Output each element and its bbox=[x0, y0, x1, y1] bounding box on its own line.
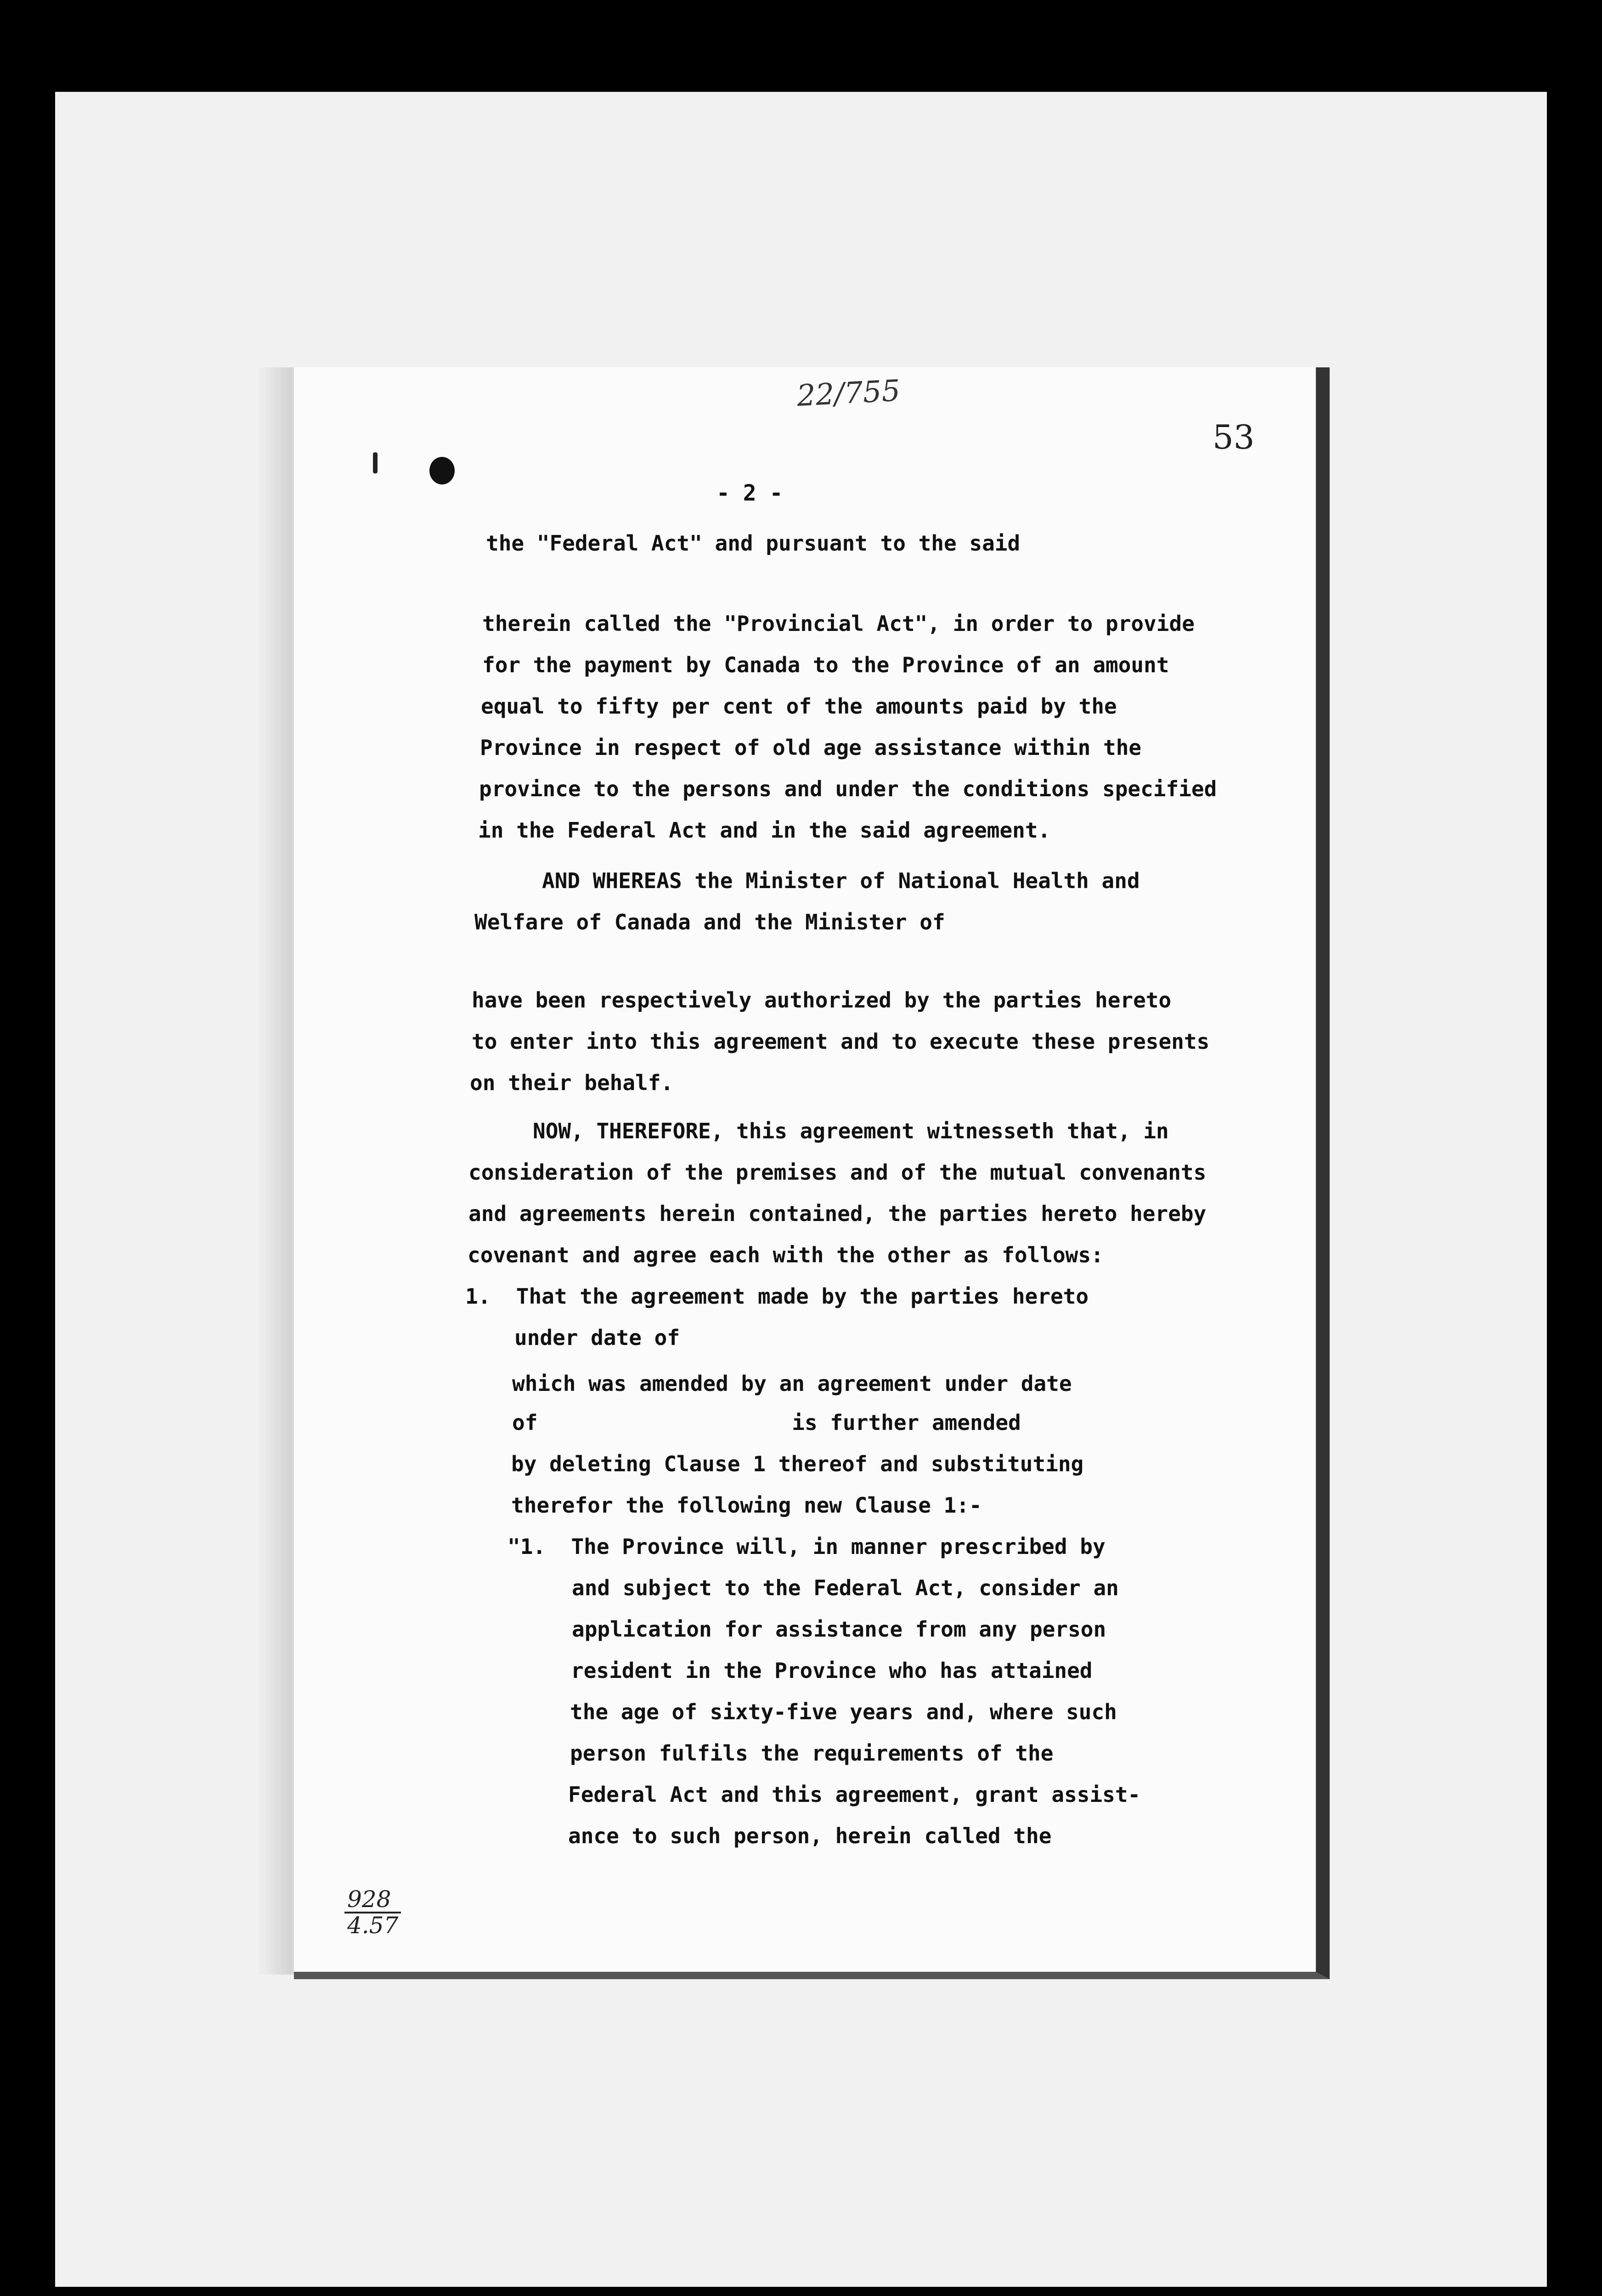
margin-note bbox=[344, 1887, 401, 1937]
handwritten-file-number: 22/755 bbox=[796, 374, 901, 413]
text-line: therefor the following new Clause 1:- bbox=[511, 1493, 982, 1518]
text-line: in the Federal Act and in the said agreement. bbox=[478, 818, 1051, 843]
text-line: of is further amended bbox=[512, 1410, 1021, 1435]
text-line: ance to such person, herein called the bbox=[568, 1823, 1052, 1848]
text-line: Province in respect of old age assistance within the bbox=[480, 735, 1142, 760]
margin-note-bottom: 4.57 bbox=[347, 1912, 399, 1939]
text-line: the age of sixty-five years and, where such bbox=[570, 1699, 1117, 1724]
text-line: and subject to the Federal Act, consider an bbox=[572, 1576, 1119, 1600]
text-line: under date of bbox=[514, 1325, 680, 1350]
text-line: Welfare of Canada and the Minister of bbox=[474, 910, 945, 934]
text-line: consideration of the premises and of the mutual convenants bbox=[468, 1160, 1207, 1185]
text-line: province to the persons and under the conditions specified bbox=[479, 777, 1217, 801]
margin-note-top: 928 bbox=[344, 1887, 401, 1913]
text-line: application for assistance from any person bbox=[572, 1617, 1106, 1642]
text-line: for the payment by Canada to the Province of an amount bbox=[482, 653, 1169, 677]
text-line: have been respectively authorized by the parties hereto bbox=[472, 988, 1172, 1013]
text-line: person fulfils the requirements of the bbox=[570, 1741, 1054, 1766]
text-line: the "Federal Act" and pursuant to the said bbox=[486, 531, 1021, 556]
text-line: and agreements herein contained, the parties hereto hereby bbox=[468, 1201, 1207, 1226]
text-line: NOW, THEREFORE, this agreement witnesseth that, in bbox=[533, 1119, 1169, 1143]
text-line: therein called the "Provincial Act", in order to provide bbox=[482, 611, 1195, 636]
quoted-clause-line: "1. The Province will, in manner prescribed by bbox=[508, 1534, 1106, 1559]
page-marker: - 2 - bbox=[716, 480, 783, 506]
page-number: 53 bbox=[1213, 418, 1255, 456]
text-line: by deleting Clause 1 thereof and substituting bbox=[511, 1452, 1084, 1476]
text-line: AND WHEREAS the Minister of National Health and bbox=[542, 868, 1140, 893]
clause-line: 1. That the agreement made by the parties hereto bbox=[465, 1284, 1089, 1309]
text-line: on their behalf. bbox=[470, 1070, 674, 1095]
text-line: resident in the Province who has attained bbox=[571, 1658, 1093, 1683]
text-line: to enter into this agreement and to execute these presents bbox=[472, 1029, 1210, 1054]
text-line: which was amended by an agreement under date bbox=[512, 1371, 1072, 1396]
text-line: covenant and agree each with the other as follows: bbox=[468, 1243, 1104, 1267]
text-line: Federal Act and this agreement, grant assist- bbox=[568, 1782, 1141, 1807]
text-line: equal to fifty per cent of the amounts paid by the bbox=[481, 694, 1117, 719]
